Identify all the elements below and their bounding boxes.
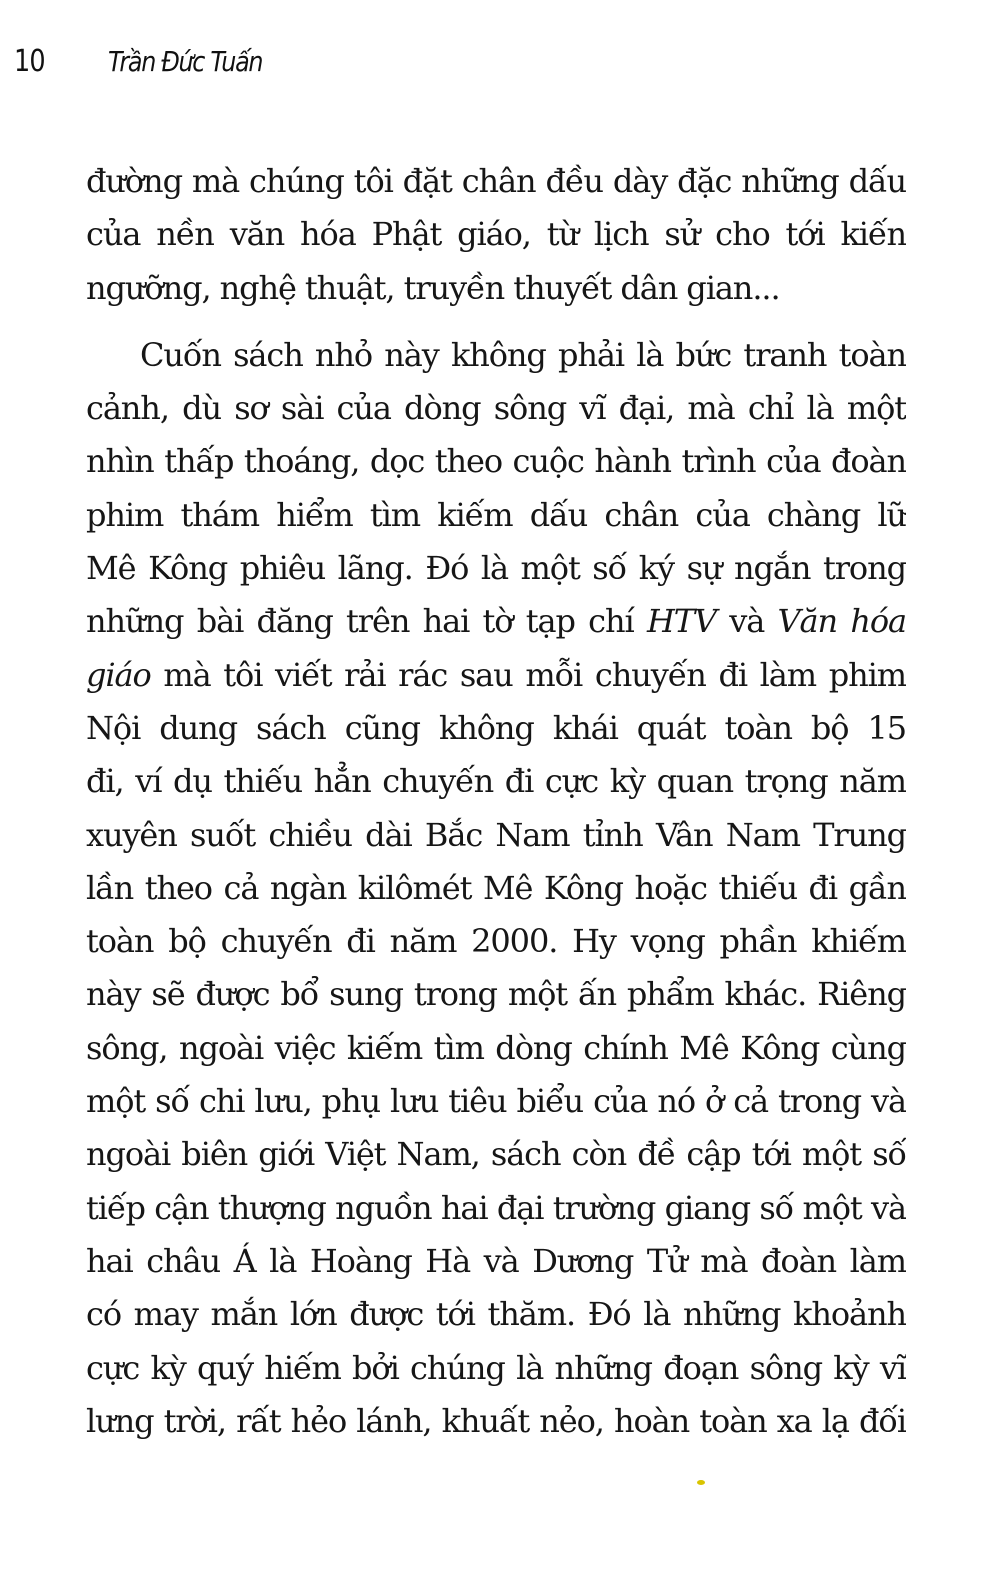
ink-speck [697, 1480, 705, 1485]
magazine-title-continued: giáo [86, 655, 151, 694]
text-line: nhìn thấp thoáng, dọc theo cuộc hành trình của đoàn [86, 442, 906, 481]
running-head-author: Trần Đức Tuấn [108, 45, 263, 78]
text-run: và [716, 602, 778, 641]
text-line: này sẽ được bổ sung trong một ấn phẩm khác. Riêng [86, 975, 906, 1014]
text-line: lưng trời, rất hẻo lánh, khuất nẻo, hoàn toàn xa lạ đối [86, 1401, 906, 1440]
text-run: những bài đăng trên hai tờ tạp chí [86, 602, 647, 641]
text-line: cực kỳ quý hiếm bởi chúng là những đoạn sông kỳ vĩ [86, 1348, 906, 1387]
text-line: toàn bộ chuyến đi năm 2000. Hy vọng phần khiếm [86, 922, 906, 961]
text-line: hai châu Á là Hoàng Hà và Dương Tử mà đoàn làm [86, 1241, 906, 1280]
magazine-title-htv: HTV [646, 602, 716, 641]
paragraph-continued [86, 155, 906, 315]
text-line: ngoài biên giới Việt Nam, sách còn đề cập tới một số [86, 1135, 906, 1174]
text-line: của nền văn hóa Phật giáo, từ lịch sử cho tới kiến [86, 215, 906, 254]
text-line: Nội dung sách cũng không khái quát toàn bộ 15 [86, 708, 906, 747]
text-line-with-title-end [86, 649, 906, 702]
text-line: Cuốn sách nhỏ này không phải là bức tranh toàn [140, 335, 906, 374]
text-line: ngưỡng, nghệ thuật, truyền thuyết dân gian... [86, 268, 780, 307]
text-line: phim thám hiểm tìm kiếm dấu chân của chàng lữ [86, 495, 906, 534]
paragraph-main [86, 329, 906, 1448]
text-line: có may mắn lớn được tới thăm. Đó là những khoảnh [86, 1295, 906, 1334]
text-line: Mê Kông phiêu lãng. Đó là một số ký sự ngắn trong [86, 549, 906, 588]
text-line: xuyên suốt chiều dài Bắc Nam tỉnh Vân Nam Trung [86, 815, 906, 854]
paragraph-gap [86, 315, 906, 329]
text-run: mà tôi viết rải rác sau mỗi chuyến đi làm phim [163, 655, 906, 694]
text-line: tiếp cận thượng nguồn hai đại trường giang số một và [86, 1188, 906, 1227]
page-header [14, 44, 289, 84]
text-line: đi, ví dụ thiếu hẳn chuyến đi cực kỳ quan trọng năm [86, 762, 906, 801]
text-line: sông, ngoài việc kiếm tìm dòng chính Mê Kông cùng [86, 1028, 906, 1067]
text-line: lần theo cả ngàn kilômét Mê Kông hoặc thiếu đi gần [86, 868, 906, 907]
page-number: 10 [14, 44, 45, 79]
body-text [86, 155, 906, 1448]
text-line: đường mà chúng tôi đặt chân đều dày đặc những dấu [86, 162, 906, 200]
text-line: cảnh, dù sơ sài của dòng sông vĩ đại, mà chỉ là một [86, 389, 906, 428]
text-line: một số chi lưu, phụ lưu tiêu biểu của nó ở cả trong và [86, 1082, 906, 1121]
magazine-title-van-hoa-phat-giao: Văn hóa [777, 602, 906, 641]
text-line-with-titles [86, 595, 906, 648]
